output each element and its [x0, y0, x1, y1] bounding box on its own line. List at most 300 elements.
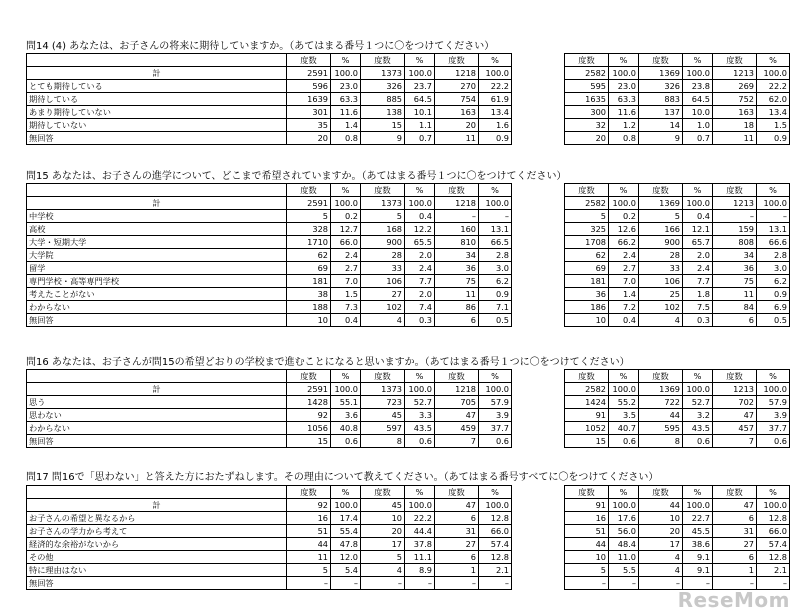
- total-cell: 100.0: [609, 67, 639, 80]
- data-cell: 7.5: [683, 301, 713, 314]
- table-row: [565, 210, 790, 223]
- total-cell: 1369: [639, 67, 683, 80]
- table-row: [27, 538, 512, 551]
- data-cell: 23.0: [331, 80, 361, 93]
- column-header: 度数: [435, 184, 479, 197]
- data-cell: 9: [361, 132, 405, 145]
- table-row: [565, 275, 790, 288]
- column-header: 度数: [435, 370, 479, 383]
- data-cell: 270: [435, 80, 479, 93]
- data-cell: 64.5: [683, 93, 713, 106]
- table-row: [27, 422, 512, 435]
- table-row: [565, 564, 790, 577]
- row-label: わからない: [27, 301, 287, 314]
- left-table: [26, 53, 512, 145]
- total-cell: 100.0: [683, 499, 713, 512]
- total-cell: 100.0: [609, 499, 639, 512]
- table-row: [565, 301, 790, 314]
- table-row: [565, 119, 790, 132]
- data-cell: 900: [639, 236, 683, 249]
- data-cell: 457: [713, 422, 757, 435]
- total-label: 計: [27, 383, 287, 396]
- column-header: %: [331, 486, 361, 499]
- data-cell: 33: [361, 262, 405, 275]
- data-cell: –: [713, 577, 757, 590]
- data-cell: 17.6: [609, 512, 639, 525]
- total-cell: 2582: [565, 197, 609, 210]
- table-row: [27, 288, 512, 301]
- data-cell: 5.4: [331, 564, 361, 577]
- total-cell: 1373: [361, 197, 405, 210]
- data-cell: 66.0: [757, 525, 790, 538]
- row-label: 考えたことがない: [27, 288, 287, 301]
- data-cell: 5: [361, 210, 405, 223]
- data-cell: 51: [565, 525, 609, 538]
- data-cell: 17: [639, 538, 683, 551]
- data-cell: 883: [639, 93, 683, 106]
- data-cell: 10: [361, 512, 405, 525]
- table-row: [27, 80, 512, 93]
- data-cell: 106: [639, 275, 683, 288]
- data-cell: –: [435, 577, 479, 590]
- data-cell: 44.4: [405, 525, 435, 538]
- data-cell: 326: [639, 80, 683, 93]
- column-header: %: [757, 370, 790, 383]
- table-row: [565, 525, 790, 538]
- data-cell: 106: [361, 275, 405, 288]
- data-cell: 0.6: [405, 435, 435, 448]
- total-cell: 100.0: [331, 67, 361, 80]
- data-cell: 168: [361, 223, 405, 236]
- data-cell: 9.1: [683, 551, 713, 564]
- data-cell: 75: [713, 275, 757, 288]
- data-cell: 47.8: [331, 538, 361, 551]
- data-cell: 9.1: [683, 564, 713, 577]
- data-cell: 16: [565, 512, 609, 525]
- data-cell: 57.9: [757, 396, 790, 409]
- data-cell: 38: [287, 288, 331, 301]
- row-label: 無回答: [27, 314, 287, 327]
- row-label: 中学校: [27, 210, 287, 223]
- table-row: [565, 93, 790, 106]
- column-header: 度数: [565, 486, 609, 499]
- table-row: [565, 538, 790, 551]
- data-cell: 7.3: [331, 301, 361, 314]
- total-label: 計: [27, 197, 287, 210]
- data-cell: 27: [435, 538, 479, 551]
- total-cell: 1369: [639, 197, 683, 210]
- table-row: [27, 249, 512, 262]
- left-table: [26, 183, 512, 327]
- data-cell: 52.7: [683, 396, 713, 409]
- data-cell: 22.2: [757, 80, 790, 93]
- row-label: お子さんの希望と異なるから: [27, 512, 287, 525]
- data-cell: 595: [565, 80, 609, 93]
- data-cell: 61.9: [479, 93, 512, 106]
- data-cell: 31: [713, 525, 757, 538]
- data-cell: 705: [435, 396, 479, 409]
- data-cell: 0.9: [757, 288, 790, 301]
- data-cell: 3.3: [405, 409, 435, 422]
- data-cell: –: [757, 210, 790, 223]
- data-cell: 40.7: [609, 422, 639, 435]
- table-row: [565, 435, 790, 448]
- data-cell: 11: [713, 288, 757, 301]
- left-table: [26, 369, 512, 448]
- data-cell: 1: [435, 564, 479, 577]
- data-cell: 459: [435, 422, 479, 435]
- data-cell: 66.5: [479, 236, 512, 249]
- total-cell: 1369: [639, 383, 683, 396]
- data-cell: 900: [361, 236, 405, 249]
- data-cell: 301: [287, 106, 331, 119]
- data-cell: 23.0: [609, 80, 639, 93]
- data-cell: 20: [287, 132, 331, 145]
- row-label: 無回答: [27, 577, 287, 590]
- column-header: %: [331, 54, 361, 67]
- data-cell: 23.7: [405, 80, 435, 93]
- data-cell: 43.5: [405, 422, 435, 435]
- data-cell: 17: [361, 538, 405, 551]
- data-cell: 0.6: [609, 435, 639, 448]
- total-row: [27, 197, 512, 210]
- table-row: [565, 249, 790, 262]
- data-cell: 0.6: [479, 435, 512, 448]
- data-cell: 57.4: [479, 538, 512, 551]
- column-header: 度数: [287, 184, 331, 197]
- total-cell: 100.0: [683, 67, 713, 80]
- data-cell: 5: [639, 210, 683, 223]
- total-cell: 2591: [287, 383, 331, 396]
- data-cell: 20: [435, 119, 479, 132]
- right-table: [564, 485, 790, 590]
- row-label: 期待している: [27, 93, 287, 106]
- data-cell: 57.4: [757, 538, 790, 551]
- header-row: [27, 486, 512, 499]
- column-header: 度数: [361, 54, 405, 67]
- data-cell: 0.4: [331, 314, 361, 327]
- total-cell: 100.0: [609, 383, 639, 396]
- total-cell: 100.0: [479, 499, 512, 512]
- row-label: 思う: [27, 396, 287, 409]
- data-cell: –: [639, 577, 683, 590]
- question-title: 問14 (4) あなたは、お子さんの将来に期待していますか。（あてはまる番号１つに〇をつけてください）: [26, 41, 495, 52]
- column-header: 度数: [713, 184, 757, 197]
- data-cell: 13.1: [757, 223, 790, 236]
- data-cell: 14: [639, 119, 683, 132]
- data-cell: –: [405, 577, 435, 590]
- table-row: [565, 236, 790, 249]
- data-cell: 0.5: [479, 314, 512, 327]
- data-cell: 27: [361, 288, 405, 301]
- data-cell: 102: [639, 301, 683, 314]
- table-row: [27, 236, 512, 249]
- total-cell: 100.0: [683, 383, 713, 396]
- data-cell: 28: [639, 249, 683, 262]
- table-row: [27, 577, 512, 590]
- data-cell: 1056: [287, 422, 331, 435]
- data-cell: 0.6: [757, 435, 790, 448]
- data-cell: 2.0: [405, 288, 435, 301]
- data-cell: –: [479, 577, 512, 590]
- data-cell: 84: [713, 301, 757, 314]
- row-label: あまり期待していない: [27, 106, 287, 119]
- total-cell: 1213: [713, 197, 757, 210]
- table-row: [565, 80, 790, 93]
- watermark-logo: ReseMom: [677, 588, 790, 612]
- right-table: [564, 53, 790, 145]
- data-cell: 36: [713, 262, 757, 275]
- table-row: [27, 301, 512, 314]
- data-cell: 188: [287, 301, 331, 314]
- row-label: その他: [27, 551, 287, 564]
- data-cell: 66.0: [479, 525, 512, 538]
- total-cell: 1373: [361, 383, 405, 396]
- total-cell: 1213: [713, 383, 757, 396]
- column-header: 度数: [639, 54, 683, 67]
- data-cell: 1.5: [331, 288, 361, 301]
- row-label: 大学・短期大学: [27, 236, 287, 249]
- row-label: 期待していない: [27, 119, 287, 132]
- row-label: 無回答: [27, 435, 287, 448]
- data-cell: 1.4: [609, 288, 639, 301]
- data-cell: 102: [361, 301, 405, 314]
- total-cell: 100.0: [331, 383, 361, 396]
- data-cell: 9: [639, 132, 683, 145]
- header-row: [565, 54, 790, 67]
- data-cell: 12.8: [757, 551, 790, 564]
- data-cell: 12.8: [479, 512, 512, 525]
- data-cell: 6: [713, 314, 757, 327]
- data-cell: 7.4: [405, 301, 435, 314]
- data-cell: 0.9: [479, 288, 512, 301]
- header-row: [565, 370, 790, 383]
- total-row: [565, 197, 790, 210]
- data-cell: 86: [435, 301, 479, 314]
- data-cell: 33: [639, 262, 683, 275]
- data-cell: 66.6: [757, 236, 790, 249]
- data-cell: 4: [361, 314, 405, 327]
- column-header: 度数: [287, 486, 331, 499]
- total-cell: 2591: [287, 197, 331, 210]
- data-cell: 12.7: [331, 223, 361, 236]
- table-row: [565, 132, 790, 145]
- data-cell: 2.7: [331, 262, 361, 275]
- data-cell: 36: [435, 262, 479, 275]
- header-row: [27, 370, 512, 383]
- data-cell: 2.7: [609, 262, 639, 275]
- data-cell: 2.4: [609, 249, 639, 262]
- data-cell: 63.3: [609, 93, 639, 106]
- data-cell: 1.1: [405, 119, 435, 132]
- data-cell: –: [609, 577, 639, 590]
- data-cell: 0.5: [757, 314, 790, 327]
- data-cell: 1639: [287, 93, 331, 106]
- data-cell: 702: [713, 396, 757, 409]
- data-cell: 3.9: [757, 409, 790, 422]
- data-cell: 11.0: [609, 551, 639, 564]
- column-header: %: [683, 54, 713, 67]
- data-cell: 810: [435, 236, 479, 249]
- data-cell: 7: [713, 435, 757, 448]
- data-cell: 326: [361, 80, 405, 93]
- table-row: [27, 119, 512, 132]
- column-header: 度数: [713, 54, 757, 67]
- data-cell: 6: [435, 512, 479, 525]
- data-cell: 37.7: [479, 422, 512, 435]
- table-row: [27, 210, 512, 223]
- total-cell: 47: [435, 499, 479, 512]
- data-cell: 13.4: [479, 106, 512, 119]
- data-cell: 1428: [287, 396, 331, 409]
- data-cell: 6: [713, 512, 757, 525]
- data-cell: 595: [639, 422, 683, 435]
- data-cell: 65.7: [683, 236, 713, 249]
- data-cell: 45.5: [683, 525, 713, 538]
- data-cell: 4: [639, 314, 683, 327]
- data-cell: 0.3: [405, 314, 435, 327]
- data-cell: 1710: [287, 236, 331, 249]
- data-cell: 2.1: [757, 564, 790, 577]
- table-row: [27, 564, 512, 577]
- data-cell: 92: [287, 409, 331, 422]
- table-row: [27, 396, 512, 409]
- data-cell: 163: [713, 106, 757, 119]
- table-row: [565, 396, 790, 409]
- total-row: [565, 383, 790, 396]
- data-cell: 8: [639, 435, 683, 448]
- total-label: 計: [27, 499, 287, 512]
- data-cell: 808: [713, 236, 757, 249]
- question-title: 問16 あなたは、お子さんが問15の希望どおりの学校まで進むことになると思いますか。（あてはまる番号１つに〇をつけてください）: [26, 357, 630, 368]
- data-cell: 2.4: [405, 262, 435, 275]
- data-cell: 18: [713, 119, 757, 132]
- data-cell: 43.5: [683, 422, 713, 435]
- data-cell: –: [435, 210, 479, 223]
- row-label: わからない: [27, 422, 287, 435]
- total-cell: 100.0: [331, 499, 361, 512]
- total-cell: 100.0: [405, 67, 435, 80]
- total-row: [27, 67, 512, 80]
- column-header: %: [405, 370, 435, 383]
- data-cell: 28: [361, 249, 405, 262]
- data-cell: 596: [287, 80, 331, 93]
- table-row: [565, 409, 790, 422]
- data-cell: 885: [361, 93, 405, 106]
- total-cell: 2582: [565, 67, 609, 80]
- row-label: 大学院: [27, 249, 287, 262]
- column-header: %: [479, 486, 512, 499]
- table-row: [27, 409, 512, 422]
- data-cell: 12.8: [757, 512, 790, 525]
- data-cell: 36: [565, 288, 609, 301]
- data-cell: 25: [639, 288, 683, 301]
- data-cell: 1052: [565, 422, 609, 435]
- data-cell: 40.8: [331, 422, 361, 435]
- row-label: 専門学校・高等専門学校: [27, 275, 287, 288]
- data-cell: 1635: [565, 93, 609, 106]
- data-cell: 5: [565, 210, 609, 223]
- table-row: [565, 314, 790, 327]
- column-header: 度数: [287, 54, 331, 67]
- row-label: 特に理由はない: [27, 564, 287, 577]
- header-row: [27, 184, 512, 197]
- data-cell: 754: [435, 93, 479, 106]
- data-cell: 6.9: [757, 301, 790, 314]
- data-cell: 6.2: [479, 275, 512, 288]
- data-cell: 5: [287, 210, 331, 223]
- data-cell: 56.0: [609, 525, 639, 538]
- data-cell: 22.2: [479, 80, 512, 93]
- data-cell: 0.4: [683, 210, 713, 223]
- question-title: 問15 あなたは、お子さんの進学について、どこまで希望されていますか。（あてはまる番号１つに〇をつけてください）: [26, 171, 567, 182]
- data-cell: 1708: [565, 236, 609, 249]
- column-header: %: [405, 184, 435, 197]
- total-cell: 1218: [435, 197, 479, 210]
- data-cell: 0.4: [609, 314, 639, 327]
- data-cell: 15: [565, 435, 609, 448]
- data-cell: 32: [565, 119, 609, 132]
- column-header: %: [331, 370, 361, 383]
- column-header: %: [609, 54, 639, 67]
- total-cell: 45: [361, 499, 405, 512]
- data-cell: 2.4: [683, 262, 713, 275]
- data-cell: 1.4: [331, 119, 361, 132]
- data-cell: 2.8: [757, 249, 790, 262]
- column-header: 度数: [639, 184, 683, 197]
- data-cell: 11.6: [609, 106, 639, 119]
- total-row: [565, 67, 790, 80]
- column-header: 度数: [713, 370, 757, 383]
- row-label: 無回答: [27, 132, 287, 145]
- total-cell: 100.0: [479, 383, 512, 396]
- data-cell: 0.9: [757, 132, 790, 145]
- data-cell: 11: [713, 132, 757, 145]
- data-cell: 34: [435, 249, 479, 262]
- blank-cell: [27, 486, 287, 499]
- table-row: [27, 93, 512, 106]
- column-header: 度数: [435, 486, 479, 499]
- data-cell: 38.6: [683, 538, 713, 551]
- data-cell: 10.1: [405, 106, 435, 119]
- data-cell: 10: [639, 512, 683, 525]
- data-cell: 0.7: [405, 132, 435, 145]
- data-cell: 0.7: [683, 132, 713, 145]
- table-row: [27, 106, 512, 119]
- data-cell: 0.6: [331, 435, 361, 448]
- data-cell: 23.8: [683, 80, 713, 93]
- total-cell: 100.0: [757, 499, 790, 512]
- column-header: %: [479, 370, 512, 383]
- data-cell: 66.0: [331, 236, 361, 249]
- data-cell: 186: [565, 301, 609, 314]
- data-cell: 1.8: [683, 288, 713, 301]
- data-cell: 325: [565, 223, 609, 236]
- column-header: 度数: [565, 54, 609, 67]
- column-header: 度数: [565, 370, 609, 383]
- data-cell: 723: [361, 396, 405, 409]
- data-cell: 52.7: [405, 396, 435, 409]
- data-cell: 597: [361, 422, 405, 435]
- total-label: 計: [27, 67, 287, 80]
- data-cell: 11: [435, 288, 479, 301]
- total-cell: 91: [565, 499, 609, 512]
- data-cell: 12.6: [609, 223, 639, 236]
- total-cell: 2582: [565, 383, 609, 396]
- data-cell: 7.0: [609, 275, 639, 288]
- table-row: [565, 551, 790, 564]
- data-cell: 15: [287, 435, 331, 448]
